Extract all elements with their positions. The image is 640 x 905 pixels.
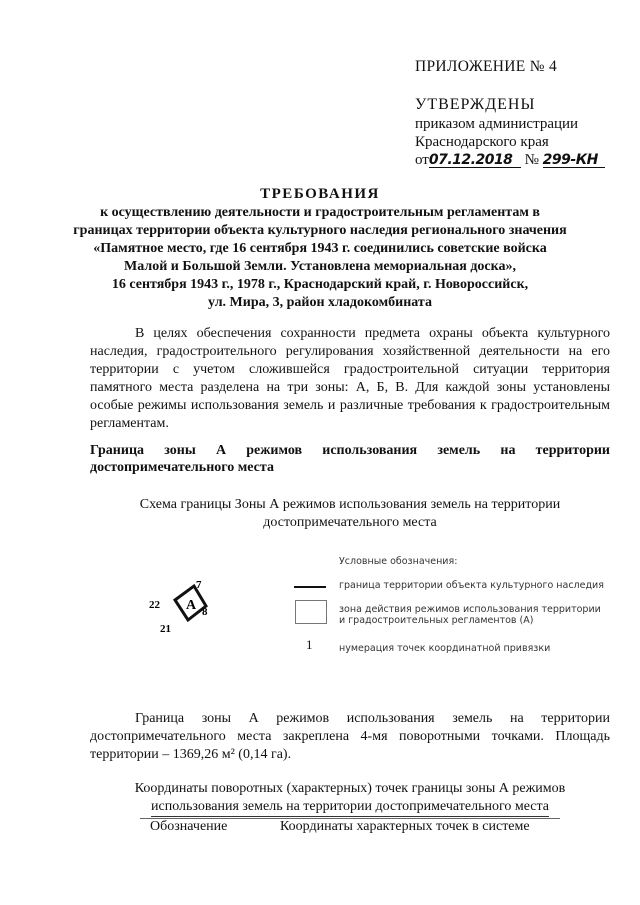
subtitle-line: «Памятное место, где 16 сентября 1943 г. соединились советские войска <box>93 241 547 256</box>
subtitle-line: границах территории объекта культурного наследия регионального значения <box>73 223 567 238</box>
subtitle-line: 16 сентября 1943 г., 1978 г., Краснодарский край, г. Новороссийск, <box>111 277 529 292</box>
document-title: ТРЕБОВАНИЯ <box>260 186 380 202</box>
legend-item-numbering: нумерация точек координатной привязки <box>339 643 551 654</box>
subtitle-line: к осуществлению деятельности и градостроительным регламентам в <box>100 205 540 220</box>
coordinates-table-header <box>140 818 560 839</box>
coordinates-title-line: использования земель на территории достопримечательного места <box>151 798 549 817</box>
coordinates-title-line: Координаты поворотных (характерных) точек границы зоны А режимов <box>134 781 566 796</box>
column-header-coordinates: Координаты характерных точек в системе <box>280 819 530 834</box>
approval-date-line <box>415 151 605 169</box>
legend-item-boundary: граница территории объекта культурного наследия <box>339 580 604 591</box>
zone-a-scheme <box>140 570 230 640</box>
approved-label: УТВЕРЖДЕНЫ <box>415 96 536 113</box>
legend-zone-box-symbol <box>295 600 327 624</box>
column-header-designation: Обозначение <box>150 819 228 834</box>
point-label: 21 <box>160 623 171 635</box>
scheme-caption <box>90 496 610 532</box>
legend-zone-line: зона действия режимов использования территории <box>339 604 601 615</box>
from-prefix: от <box>415 152 429 168</box>
legend-zone-line: и градостроительных регламентов (А) <box>339 615 534 626</box>
point-label: 8 <box>202 606 208 618</box>
zone-a-description: Граница зоны А режимов использования земель на территории достопримечательного места закреплена 4-мя поворотными точками. Площадь территории – 1369,26 м² (0,14 га). <box>90 711 610 762</box>
caption-line: достопримечательного места <box>263 515 437 530</box>
handwritten-date: 07.12.2018 <box>429 153 521 168</box>
subtitle-line: Малой и Большой Земли. Установлена мемориальная доска», <box>124 259 516 274</box>
point-label: 22 <box>149 599 160 611</box>
zone-a-label: А <box>185 598 197 613</box>
caption-line: Схема границы Зоны А режимов использования земель на территории <box>139 497 561 512</box>
point-label: 7 <box>196 579 202 591</box>
appendix-label: ПРИЛОЖЕНИЕ № 4 <box>415 58 558 75</box>
subtitle-line: ул. Мира, 3, район хладокомбината <box>208 295 432 310</box>
zone-a-heading: Граница зоны А режимов использования земель на территории достопримечательного места <box>90 443 610 475</box>
legend-number-symbol: 1 <box>306 637 313 652</box>
approval-line-2: Краснодарского края <box>415 134 549 150</box>
number-prefix: № <box>524 152 539 168</box>
legend-item-zone <box>339 604 601 626</box>
legend-boundary-line-symbol <box>294 586 326 588</box>
coordinates-title <box>90 780 610 817</box>
intro-paragraph: В целях обеспечения сохранности предмета охраны объекта культурного наследия, градостроительного регулирования хозяйственной деятельности на его территории с учетом сложившейся градостроительной ситуации территория памятного места разделена на три зоны: А, Б, В. Для каждой зоны установлены особые режимы использования земель и различные требования к градостроительным регламентам. <box>90 326 610 431</box>
document-subtitle <box>0 204 640 312</box>
handwritten-number: 299-КН <box>543 153 605 168</box>
legend-title: Условные обозначения: <box>339 556 458 567</box>
approval-line-1: приказом администрации <box>415 116 579 132</box>
